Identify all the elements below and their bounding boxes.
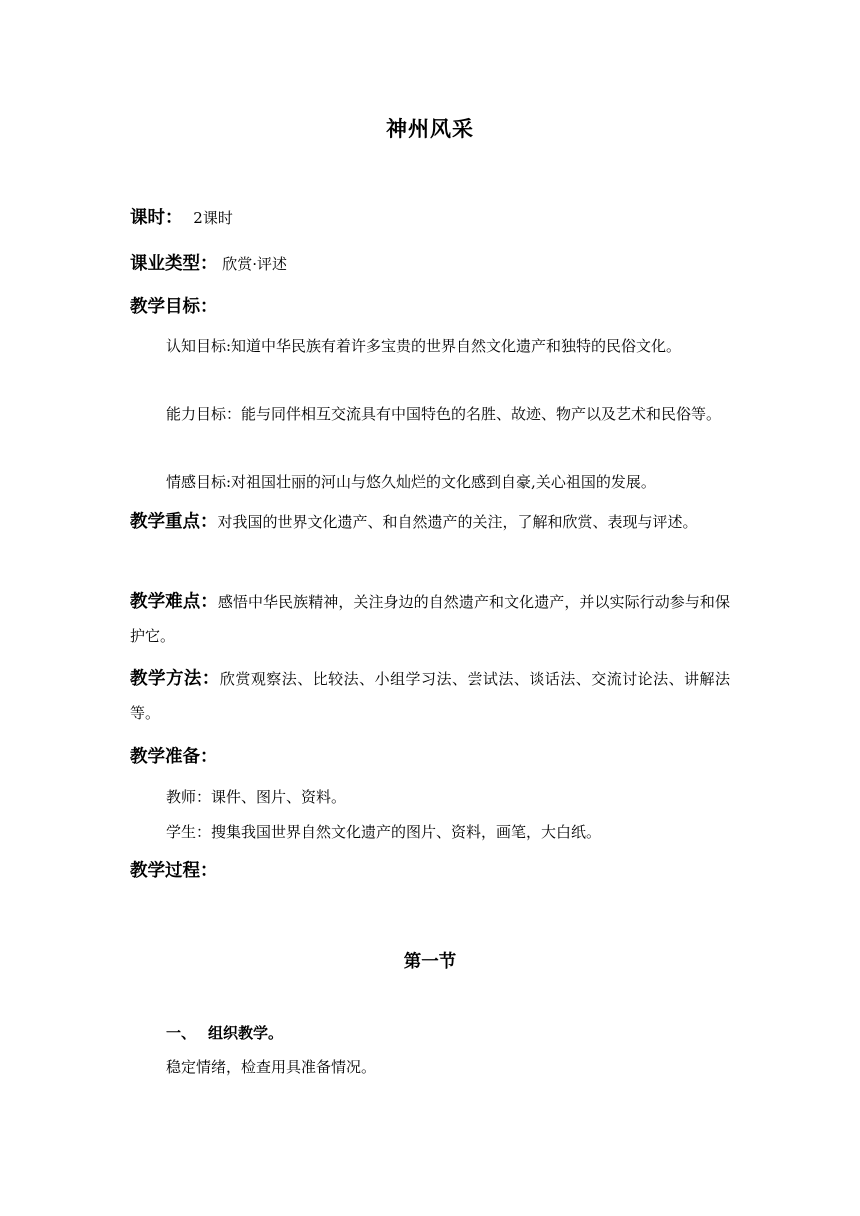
section-title: 第一节 <box>403 952 457 972</box>
step-1-content: 稳定情绪，检查用具准备情况。 <box>166 1058 377 1076</box>
objectives-heading <box>130 297 730 317</box>
process-label: 教学过程： <box>130 861 218 881</box>
key-points-paragraph <box>130 505 730 539</box>
cognitive-objective: 认知目标:知道中华民族有着许多宝贵的世界自然文化遗产和独特的民俗文化。 <box>166 337 682 355</box>
methods-label: 教学方法： <box>130 669 220 689</box>
teacher-preparation: 教师：课件、图片、资料。 <box>166 788 347 806</box>
process-heading <box>130 861 730 881</box>
difficulties-label: 教学难点： <box>130 592 218 612</box>
step-1-heading <box>166 1022 283 1043</box>
class-hours-label: 课时： <box>130 208 183 228</box>
methods-text: 欣赏观察法、比较法、小组学习法、尝试法、谈话法、交流讨论法、讲解法等。 <box>130 670 731 722</box>
emotion-objective: 情感目标:对祖国壮丽的河山与悠久灿烂的文化感到自豪,关心祖国的发展。 <box>166 473 656 491</box>
objectives-label: 教学目标： <box>130 297 218 317</box>
ability-objective: 能力目标：能与同伴相互交流具有中国特色的名胜、故迹、物产以及艺术和民俗等。 <box>166 405 722 423</box>
class-hours-value: 2课时 <box>193 209 233 227</box>
difficulties-paragraph <box>130 585 730 653</box>
lesson-type-value: 欣赏·评述 <box>222 255 288 273</box>
preparation-label: 教学准备： <box>130 747 218 767</box>
lesson-type-label: 课业类型： <box>130 254 218 274</box>
key-points-text: 对我国的世界文化遗产、和自然遗产的关注，了解和欣赏、表现与评述。 <box>217 513 698 531</box>
lesson-type-row <box>130 254 730 274</box>
preparation-heading <box>130 747 730 767</box>
student-preparation: 学生：搜集我国世界自然文化遗产的图片、资料，画笔，大白纸。 <box>166 823 602 841</box>
methods-paragraph <box>130 662 730 730</box>
difficulties-text: 感悟中华民族精神，关注身边的自然遗产和文化遗产，并以实际行动参与和保护它。 <box>130 593 730 645</box>
document-title: 神州风采 <box>386 117 474 141</box>
step-1-number: 一、 <box>166 1024 197 1042</box>
step-1-title: 组织教学。 <box>208 1024 284 1042</box>
key-points-label: 教学重点： <box>130 512 218 532</box>
class-hours-row <box>130 208 730 228</box>
